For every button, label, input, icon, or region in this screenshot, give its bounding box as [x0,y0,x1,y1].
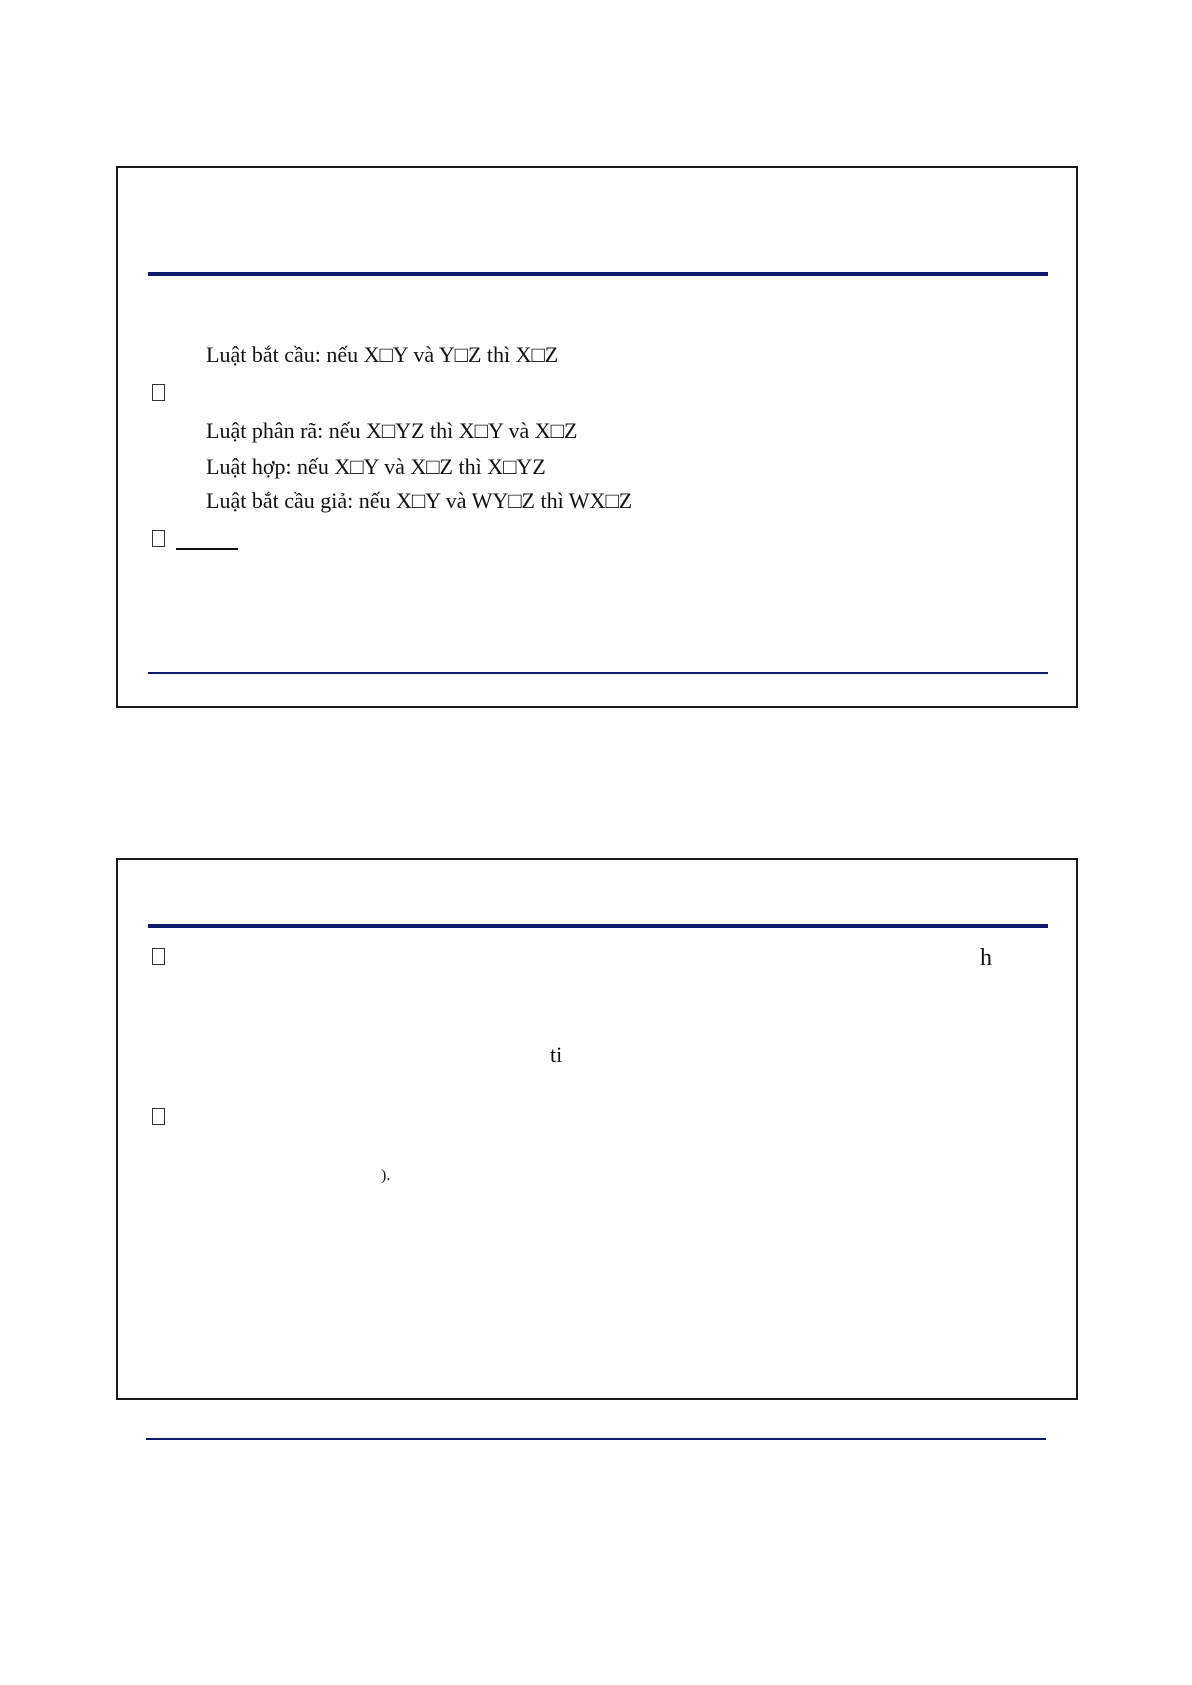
rule-decomposition: Luật phân rã: nếu X□YZ thì X□Y và X□Z [206,418,578,443]
underline-stub [176,548,238,550]
rule-union: Luật hợp: nếu X□Y và X□Z thì X□YZ [206,454,546,479]
text-fragment-h: h [980,945,992,971]
text-fragment-paren: ). [381,1167,391,1184]
bullet-icon [152,384,165,401]
text-fragment-ti: ti [550,1042,563,1067]
slide-1 [116,166,1078,708]
page-footer-rule [146,1438,1046,1440]
slide-1-footer-rule [148,672,1048,674]
bullet-icon [152,1108,165,1125]
rule-transitivity: Luật bắt cầu: nếu X□Y và Y□Z thì X□Z [206,342,559,367]
slide-2-title-rule [148,924,1048,928]
bullet-icon [152,948,165,965]
bullet-icon [152,530,165,547]
slide-2 [116,858,1078,1400]
rule-pseudo-transitivity: Luật bắt cầu giả: nếu X□Y và WY□Z thì WX□Z [206,488,633,513]
slide-1-title-rule [148,272,1048,276]
